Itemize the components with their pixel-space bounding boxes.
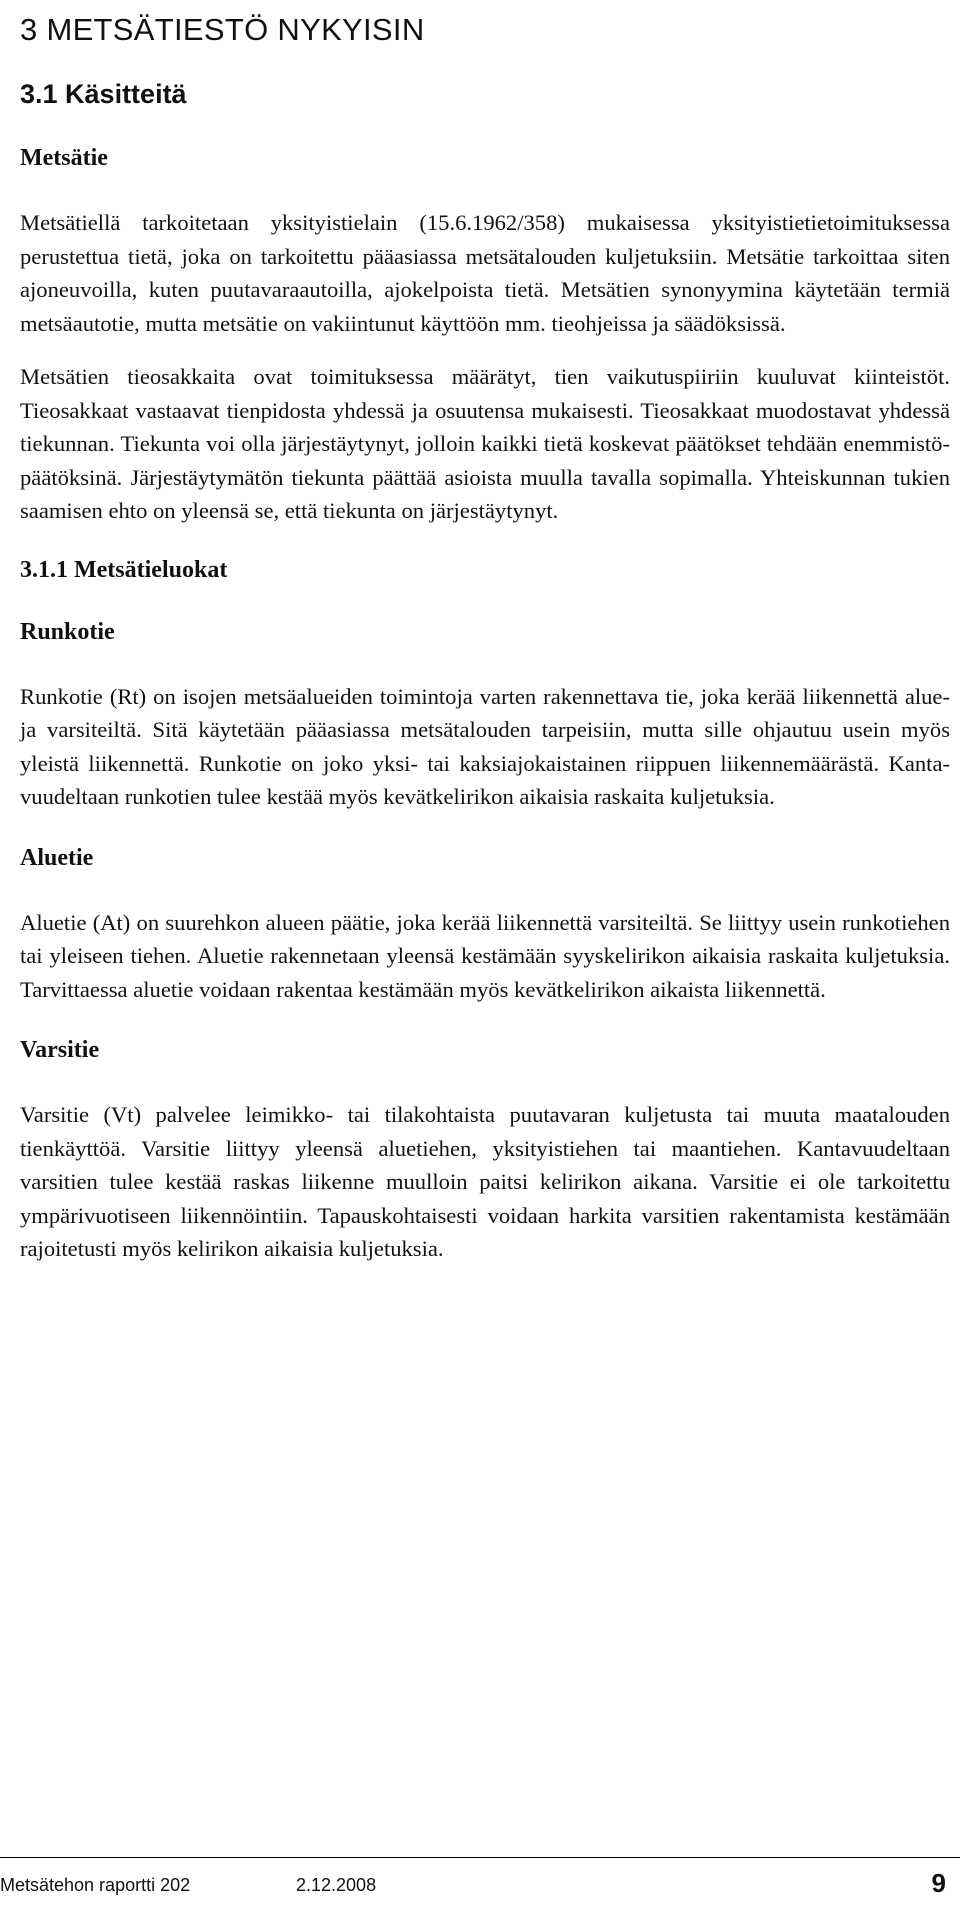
runkotie-paragraph: Runkotie (Rt) on isojen metsäalueiden toimintoja varten rakennettava tie, joka kerää liikennettä alue- ja varsiteiltä. Sitä käytetään pääasiassa metsätalouden tarpeisiin, mutta sille ohjautuu usein myös yleistä liikennettä. Runkotie on joko yksi- tai kaksiajokaistainen riippuen liikennemäärästä. Kantavuudeltaan runkotien tulee kestää myös kevätkelirikon aikaisia raskaita kuljetuksia. — [20, 683, 950, 809]
footer-report-name: Metsätehon raportti 202 — [0, 1875, 191, 1895]
footer-divider — [0, 1857, 960, 1858]
section-heading: 3.1 Käsitteitä — [20, 79, 187, 109]
subsection-heading: 3.1.1 Metsätieluokat — [20, 556, 228, 583]
aluetie-heading: Aluetie — [20, 844, 94, 871]
aluetie-paragraph: Aluetie (At) on suurehkon alueen päätie, joka kerää liikennettä varsiteiltä. Se liittyy usein runkotiehen tai yleiseen tiehen. Aluetie rakennetaan yleensä kestämään syyskelirikon aikaisia raskaita kuljetuksia. Tarvittaessa aluetie voidaan rakentaa kestämään myös kevätkelirikon aikaista liikennettä. — [20, 909, 950, 1002]
varsitie-paragraph: Varsitie (Vt) palvelee leimikko- tai tilakohtaista puutavaran kuljetusta tai muuta maatalouden tienkäyttöä. Varsitie liittyy yleensä aluetiehen, yksityistiehen tai maantiehen. Kantavuudeltaan varsitien tulee kestää raskas liikenne muulloin paitsi kelirikon aikana. Varsitie ei ole tarkoitettu ympärivuotiseen liikennöintiin. Tapauskohtaisesti voidaan harkita varsitien rakentamista kestämään rajoitetusti myös kelirikon aikaisia kuljetuksia. — [20, 1102, 950, 1261]
page-number: 9 — [931, 1868, 946, 1898]
runkotie-heading: Runkotie — [20, 618, 115, 645]
metsatie-paragraph-1: Metsätiellä tarkoitetaan yksityistielain (15.6.1962/358) mukaisessa yksityistietietoimituksessa perustettua tietä, joka on tarkoitettu pääasiassa metsätalouden kuljetuksiin. Metsätie tarkoittaa siten ajoneuvoilla, kuten puutavaraautoilla, ajokelpoista tietä. Metsätien synonyymina käytetään termiä metsäautotie, mutta metsätie on vakiintunut käyttöön mm. tieohjeissa ja säädöksissä. — [20, 210, 950, 336]
page-content — [20, 0, 950, 1266]
varsitie-heading: Varsitie — [20, 1037, 100, 1063]
metsatie-heading: Metsätie — [20, 145, 108, 171]
metsatie-paragraph-2: Metsätien tieosakkaita ovat toimituksessa määrätyt, tien vaikutuspiiriin kuuluvat kiinteistöt. Tieosakkaat vastaavat tienpidosta yhdessä ja osuutensa mukaisesti. Tieosakkaat muodostavat yhdessä tiekunnan. Tiekunta voi olla järjestäytynyt, jolloin kaikki tietä koskevat päätökset tehdään enemmistöpäätöksinä. Järjestäytymätön tiekunta päättää asioista muulla tavalla sopimalla. Yhteiskunnan tukien saamisen ehto on yleensä se, että tiekunta on järjestäytynyt. — [20, 364, 950, 523]
footer-date: 2.12.2008 — [296, 1875, 377, 1895]
chapter-heading: 3 METSÄTIESTÖ NYKYISIN — [20, 12, 425, 47]
